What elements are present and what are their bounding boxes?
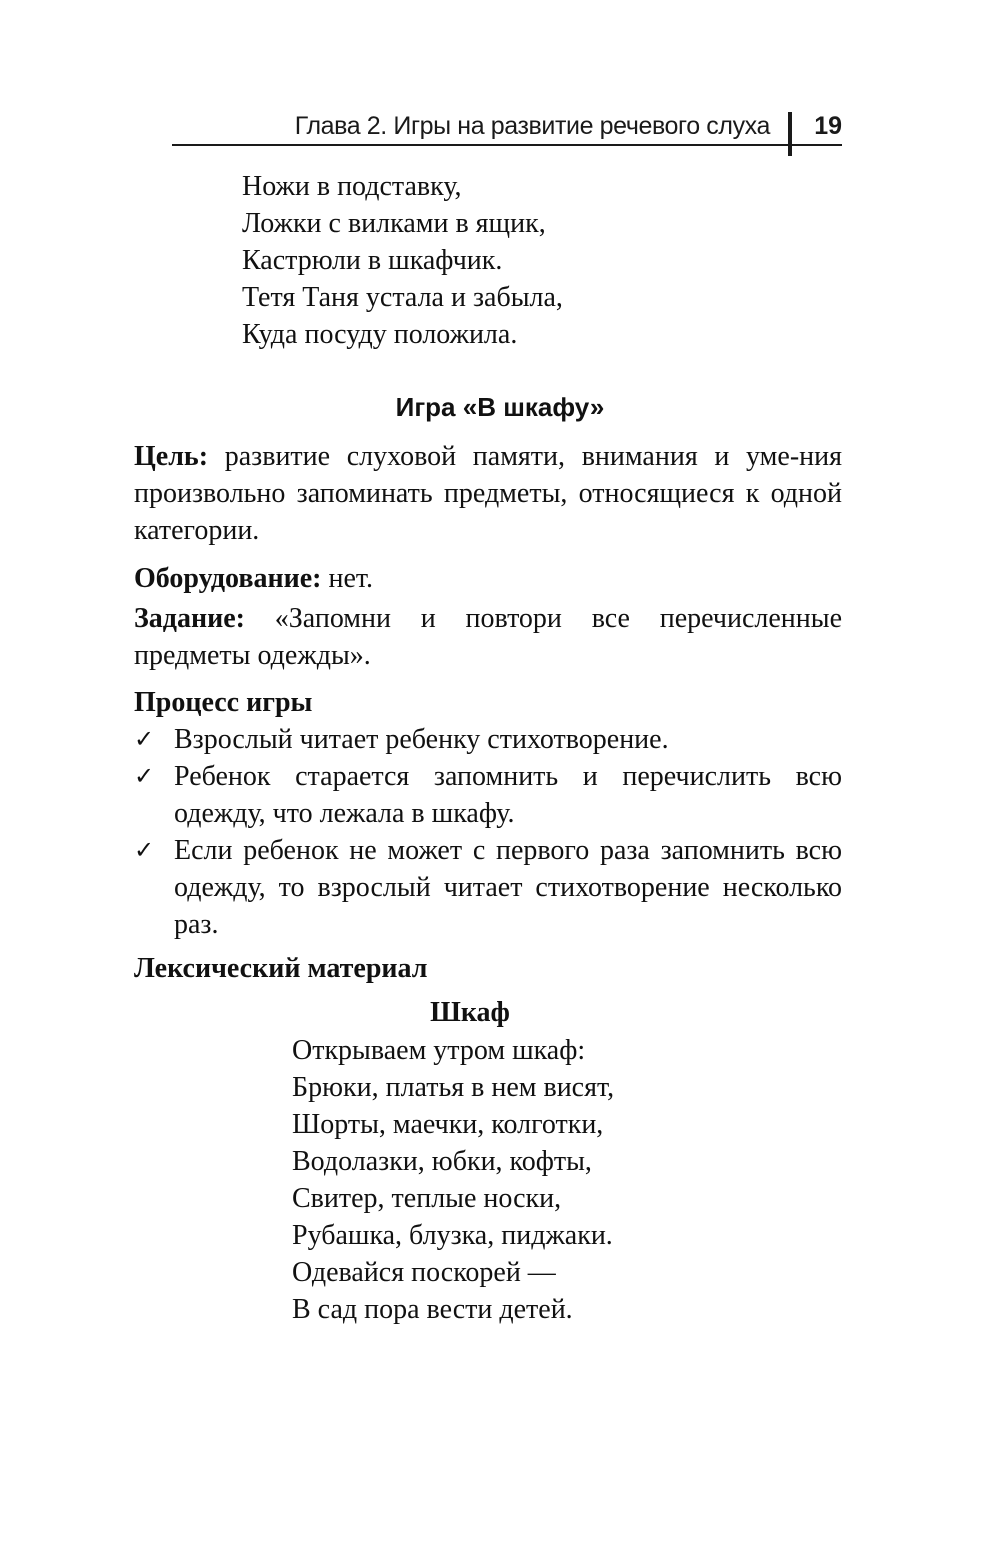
verse-line: Куда посуду положила. [242, 319, 518, 350]
check-icon: ✓ [134, 762, 155, 790]
task-text: «Запомни и повтори все перечисленные предметы одежды». [134, 603, 842, 671]
chapter-title: Глава 2. Игры на развитие речевого слуха [294, 112, 770, 140]
poem-title [0, 994, 1000, 1031]
poem-body [292, 1032, 614, 1328]
lexical-heading: Лексический материал [134, 953, 428, 984]
verse-line: Кастрюли в шкафчик. [242, 245, 503, 276]
verse-top [242, 168, 563, 353]
goal-label: Цель: [134, 441, 209, 472]
poem-title-text: Шкаф [430, 997, 510, 1028]
check-icon: ✓ [134, 836, 155, 864]
poem-line: Рубашка, блузка, пиджаки. [292, 1220, 613, 1251]
poem-line: Одевайся поскорей — [292, 1257, 556, 1288]
equipment-label: Оборудование: [134, 563, 322, 594]
equipment-paragraph [96, 560, 842, 597]
task-paragraph [96, 600, 842, 674]
poem-line: Шорты, маечки, колготки, [292, 1109, 604, 1140]
list-item [134, 758, 842, 832]
goal-paragraph [96, 438, 842, 549]
check-icon: ✓ [134, 725, 155, 753]
list-item [134, 721, 842, 758]
step-text: Если ребенок не может с первого раза запомнить всю одежду, то взрослый читает стихотворение несколько раз. [174, 835, 842, 940]
header-rule [172, 144, 842, 146]
step-text: Ребенок старается запомнить и перечислить всю одежду, что лежала в шкафу. [174, 761, 842, 829]
step-text: Взрослый читает ребенку стихотворение. [174, 724, 669, 755]
poem-line: В сад пора вести детей. [292, 1294, 573, 1325]
page-number: 19 [814, 112, 842, 140]
poem-line: Водолазки, юбки, кофты, [292, 1146, 592, 1177]
verse-line: Ножи в подставку, [242, 171, 462, 202]
goal-text: развитие слуховой памяти, внимания и уме-ния произвольно запоминать предметы, относящиеся к одной категории. [134, 441, 842, 546]
task-label: Задание: [134, 603, 245, 634]
header-divider [788, 112, 792, 156]
poem-line: Брюки, платья в нем висят, [292, 1072, 615, 1103]
poem-line: Открываем утром шкаф: [292, 1035, 586, 1066]
poem-line: Свитер, теплые носки, [292, 1183, 562, 1214]
list-item [134, 832, 842, 943]
page-header [172, 108, 842, 150]
verse-line: Ложки с вилками в ящик, [242, 208, 546, 239]
verse-line: Тетя Таня устала и забыла, [242, 282, 563, 313]
equipment-text: нет. [328, 563, 374, 594]
process-heading: Процесс игры [134, 687, 313, 718]
process-steps [134, 721, 842, 943]
game-title: Игра «В шкафу» [395, 392, 605, 422]
